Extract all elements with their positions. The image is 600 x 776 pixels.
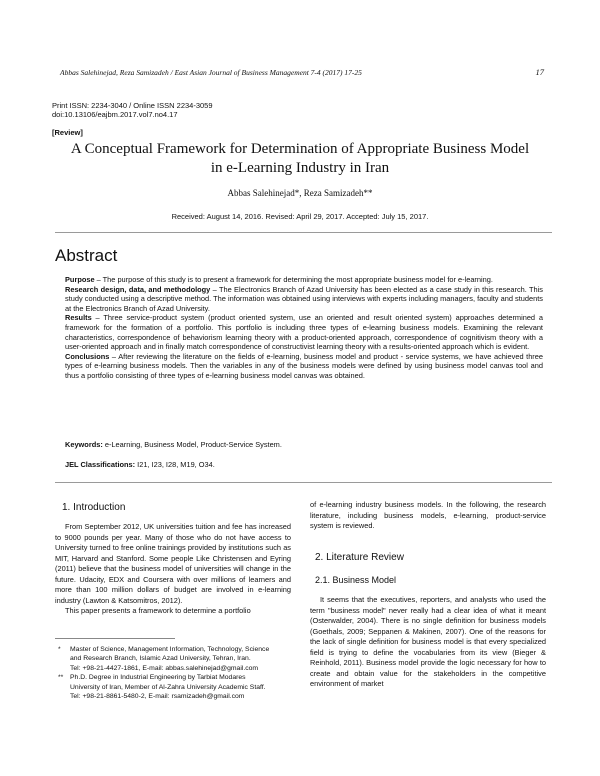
footnote-1 (58, 645, 298, 673)
jel-label: JEL Classifications: (65, 460, 136, 469)
purpose-text: – The purpose of this study is to present a framework for determining the most appropriate business model for e-learning. (94, 275, 493, 284)
publication-meta (52, 101, 213, 119)
abstract-purpose (65, 275, 543, 285)
purpose-label: Purpose (65, 275, 95, 284)
abstract-conclusions (65, 352, 543, 381)
footnote-1-mark: * (58, 646, 61, 653)
footnote-1-line-3: Tel: +98-21-4427-1861, E-mail: abbas.salehinejad@gmail.com (70, 664, 259, 672)
jel-text: I21, I23, I28, M19, O34. (135, 460, 215, 469)
abstract-top-rule (55, 232, 552, 233)
footnote-1-line-1: Master of Science, Management Information, Technology, Science (70, 646, 270, 653)
results-text: – Three service-product system (product oriented system, use an oriented and result oriented system) approaches determined a framework for the formation of a portfolio. This portfolio is including three types of e-learning business models. Examining the relevant characteristics, correspondence of behaviorism learning theory with a product-oriented approach, correspondence of cognitivism theory with a user-oriented approach and in finally match correspondence of constructivist learning theory with a results-oriented approach which is evident. (65, 313, 543, 352)
introduction-body (55, 522, 291, 617)
introduction-paragraph-1: From September 2012, UK universities tuition and fee has increased to 9000 pounds per year. Many of those who do not have access to University turned to free online trainings provided by institutions such as MIT, Harvard and Stanford. Some people Like Christensen and Eyring (2011) believe that the business model of universities will change in the future. Udacity, EDX and Coursera with over millions of learners and more than 100 million dollars of budget are involved in e-learning industry (Lawton & Katsomitros, 2012). (55, 522, 291, 605)
abstract-bottom-rule (55, 482, 552, 483)
business-model-subheading: 2.1. Business Model (315, 575, 397, 585)
authors: Abbas Salehinejad*, Reza Samizadeh** (227, 188, 373, 198)
literature-review-heading: 2. Literature Review (315, 552, 404, 563)
article-type: [Review] (52, 128, 83, 137)
footnote-2 (58, 673, 298, 701)
footnote-2-line-2: University of Iran, Member of Al-Zahra University Academic Staff. (70, 683, 266, 691)
running-header: Abbas Salehinejad, Reza Samizadeh / East Asian Journal of Business Management 7-4 (2017) 17-25 (60, 68, 362, 77)
footnotes (58, 645, 298, 701)
results-label: Results (65, 313, 92, 323)
keywords-text: e-Learning, Business Model, Product-Service System. (102, 440, 282, 449)
title-line-2: in e-Learning Industry in Iran (210, 160, 390, 176)
business-model-body (310, 595, 546, 690)
page-number: 17 (535, 67, 544, 77)
received-dates: Received: August 14, 2016. Revised: April 29, 2017. Accepted: July 15, 2017. (171, 212, 429, 221)
abstract-body (65, 275, 543, 381)
business-model-paragraph: It seems that the executives, reporters, and analysts who used the term "business model" never really had a clear idea of what it meant (Osterwalder, 2004). There is no single definition for business models (Goethals, 2009; Seppanen & Makinen, 2007). One of the reasons for the lack of single definition for business model is that every specialized field is trying to define the vocabularies from its view (Bieger & Reinhold, 2011). Business model provide the logic necessary for how to create and obtain value for the stakeholders in the competitive environment of market (310, 595, 546, 688)
title-line-1: A Conceptual Framework for Determination of Appropriate Business Model (70, 141, 530, 157)
issn-line: Print ISSN: 2234-3040 / Online ISSN 2234-3059 (52, 101, 213, 110)
introduction-heading: 1. Introduction (62, 502, 126, 513)
doi-line: doi:10.13106/eajbm.2017.vol7.no4.17 (52, 110, 178, 119)
right-opening-paragraph: of e-learning industry business models. In the following, the research literature, including business models, e-learning, product-service system is reviewed. (310, 500, 546, 530)
keywords (65, 440, 543, 449)
right-column-opening (310, 500, 546, 532)
conclusions-text: – After reviewing the literature on the fields of e-learning, business model and product - service systems, we have achieved three types of e-learning business models. Then the variables in any of the business models were defined by using business model canvas tool and thus a portfolio consisting of three types of e-learning business model canvas was obtained. (65, 351, 543, 380)
introduction-paragraph-2: This paper presents a framework to determine a portfolio (65, 606, 251, 615)
abstract-results (65, 313, 543, 351)
abstract-design (65, 285, 543, 314)
footnote-rule (55, 638, 175, 639)
footnote-1-line-2: and Research Branch, Islamic Azad University, Tehran, Iran. (70, 655, 251, 663)
footnote-2-line-3: Tel: +98-21-8861-5480-2, E-mail: rsamizadeh@gmail.com (70, 693, 245, 701)
keywords-label: Keywords: (65, 440, 103, 449)
paper-title (40, 140, 560, 178)
design-text: – The Electronics Branch of Azad University has been elected as a case study in this research. This study conducted using a descriptive method. The information was obtained using interviews with experts including managers, faculty and students at the Electronics Branch of Azad University. (65, 284, 543, 313)
footnote-2-line-1: Ph.D. Degree in Industrial Engineering by Tarbiat Modares (70, 674, 246, 682)
footnote-2-mark: ** (58, 674, 64, 682)
conclusions-label: Conclusions (65, 351, 110, 361)
abstract-heading: Abstract (55, 246, 118, 265)
design-label: Research design, data, and methodology (65, 284, 211, 294)
jel-classifications (65, 460, 543, 469)
